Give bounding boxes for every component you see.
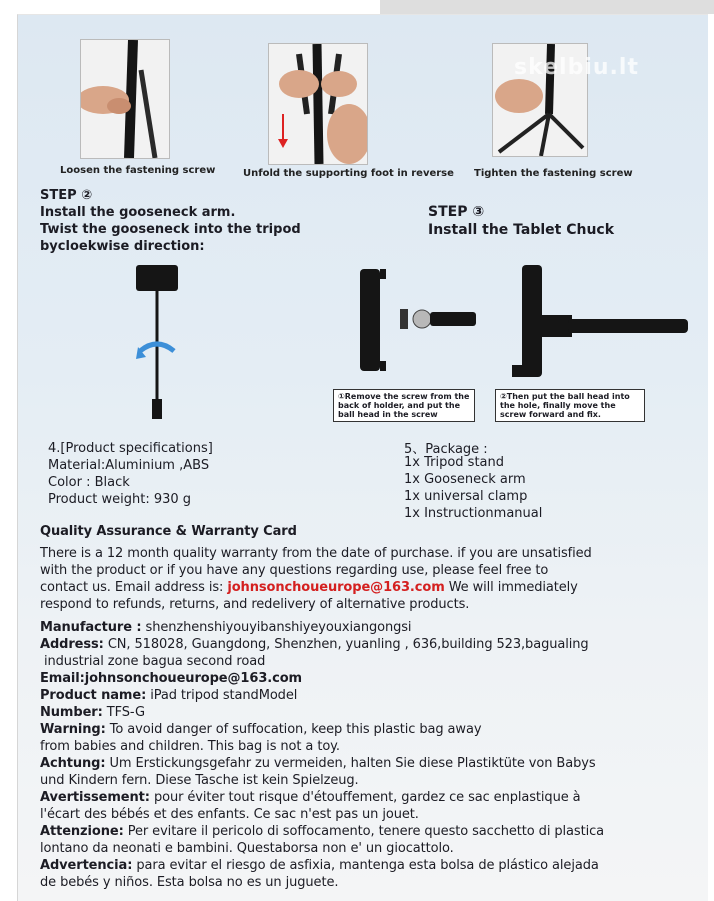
email-line [40, 671, 302, 686]
note-step3-2: ②Then put the ball head into the hole, finally move the screw forward and fix. [495, 389, 645, 422]
photo-unfold-foot [268, 43, 368, 165]
warning-es-line-2: de bebés y niños. Esta bolsa no es un juguete. [40, 875, 339, 890]
product-label: Product name: [40, 688, 147, 703]
unfold-illustration [269, 44, 367, 164]
package-item-1: 1x Tripod stand [404, 455, 505, 470]
email-label: Email: [40, 671, 85, 686]
warranty-contact-text: contact us. Email address is: [40, 580, 224, 595]
manufacture-line [40, 620, 411, 635]
warning-en-text: To avoid danger of suffocation, keep this plastic bag away [109, 722, 482, 737]
manufacture-value: shenzhenshiyouyibanshiyeyouxiangongsi [145, 620, 412, 635]
warning-fr-label: Avertissement: [40, 790, 150, 805]
address-line-2: industrial zone bagua second road [44, 654, 266, 669]
package-item-3: 1x universal clamp [404, 489, 528, 504]
step3-title: STEP ③ [428, 204, 485, 220]
number-label: Number: [40, 705, 103, 720]
number-line [40, 705, 145, 720]
step2-line-3: bycloekwise direction: [40, 239, 205, 254]
warning-de-line-1 [40, 756, 596, 771]
warning-it-text: Per evitare il pericolo di soffocamento, tenere questo sacchetto di plastica [127, 824, 605, 839]
address-value: CN, 518028, Guangdong, Shenzhen, yuanling , 636,building 523,bagualing [107, 637, 589, 652]
number-value: TFS-G [106, 705, 145, 720]
warranty-line-1: There is a 12 month quality warranty from the date of purchase. if you are unsatisfied [40, 546, 592, 561]
warning-fr-line-1 [40, 790, 581, 805]
warning-es-label: Advertencia: [40, 858, 133, 873]
watermark: skelbiu.lt [514, 55, 639, 80]
spec-material: Material:Aluminium ,ABS [48, 458, 210, 473]
email-value: johnsonchoueurope@163.com [84, 671, 302, 686]
warning-fr-text: pour éviter tout risque d'étouffement, gardez ce sac enplastique à [153, 790, 581, 805]
instruction-sheet [17, 14, 708, 901]
warranty-contact-end: We will immediately [448, 580, 578, 595]
product-line [40, 688, 297, 703]
manufacture-label: Manufacture : [40, 620, 142, 635]
step2-line-1: Install the gooseneck arm. [40, 205, 236, 220]
note-step3-1: ①Remove the screw from the back of holder, and put the ball head in the screw [333, 389, 475, 422]
spec-weight: Product weight: 930 g [48, 492, 192, 507]
warning-fr-line-2: l'écart des bébés et des enfants. Ce sac n'est pas un jouet. [40, 807, 419, 822]
step2-line-2: Twist the gooseneck into the tripod [40, 222, 301, 237]
step2-title: STEP ② [40, 188, 93, 203]
warning-it-line-1 [40, 824, 604, 839]
package-heading: 5、Package : [404, 442, 488, 457]
gooseneck-illustration [128, 261, 188, 421]
warning-en-line-2: from babies and children. This bag is not a toy. [40, 739, 340, 754]
warning-it-line-2: lontano da neonati e bambini. Questaborsa non e' un giocattolo. [40, 841, 454, 856]
top-bar [380, 0, 714, 14]
warning-en-label: Warning: [40, 722, 106, 737]
tripod-leg-illustration [81, 40, 169, 158]
product-value: iPad tripod standModel [150, 688, 298, 703]
warranty-line-4: respond to refunds, returns, and redelivery of alternative products. [40, 597, 470, 612]
warning-it-label: Attenzione: [40, 824, 124, 839]
warning-es-text: para evitar el riesgo de asfixia, mantenga esta bolsa de plástico alejada [136, 858, 599, 873]
step3-subtitle: Install the Tablet Chuck [428, 222, 615, 238]
package-item-4: 1x Instructionmanual [404, 506, 543, 521]
tablet-chuck-illustration-2 [508, 261, 688, 385]
warranty-email: johnsonchoueurope@163.com [227, 580, 445, 595]
warning-de-label: Achtung: [40, 756, 106, 771]
tablet-chuck-illustration-1 [358, 265, 478, 375]
warning-de-text: Um Erstickungsgefahr zu vermeiden, halten Sie diese Plastiktüte von Babys [109, 756, 596, 771]
address-label: Address: [40, 637, 104, 652]
package-item-2: 1x Gooseneck arm [404, 472, 526, 487]
address-line [40, 637, 589, 652]
specs-heading: 4.[Product specifications] [48, 441, 213, 456]
warning-en-line-1 [40, 722, 481, 737]
warning-de-line-2: und Kindern fern. Diese Tasche ist kein Spielzeug. [40, 773, 359, 788]
caption-unfold: Unfold the supporting foot in reverse [243, 168, 454, 179]
warranty-heading: Quality Assurance & Warranty Card [40, 524, 297, 539]
caption-loosen: Loosen the fastening screw [60, 165, 216, 176]
warranty-line-3 [40, 580, 578, 595]
caption-tighten: Tighten the fastening screw [474, 168, 633, 179]
warranty-line-2: with the product or if you have any questions regarding use, please feel free to [40, 563, 549, 578]
photo-loosen-screw [80, 39, 170, 159]
warning-es-line-1 [40, 858, 599, 873]
spec-color: Color : Black [48, 475, 130, 490]
